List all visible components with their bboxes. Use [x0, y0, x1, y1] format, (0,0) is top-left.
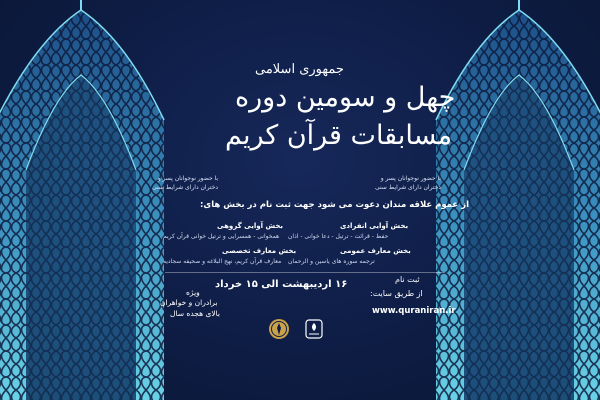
- title-top-line: جمهوری اسلامی: [255, 62, 344, 77]
- section-specialized-knowledge-desc: معارف قرآن کریم، نهج البلاغه و صحیفه سجادیه: [163, 258, 282, 265]
- special-audience-line-1: ویژه: [186, 288, 200, 297]
- section-individual-vocal-title: بخش آوایی انفرادی: [340, 222, 409, 230]
- invitation-text: از عموم علاقه مندان دعوت می شود جهت ثبت نام در بخش های:: [200, 200, 469, 210]
- title-line-1: چهل و سومین دوره: [235, 82, 456, 113]
- registration-subtitle: از طریق سایت:: [370, 289, 423, 298]
- gold-seal-logo-icon: [268, 318, 290, 340]
- side-note-left-line-2: دختران دارای شرایط سنی: [152, 184, 219, 191]
- side-note-left: [152, 174, 218, 192]
- section-general-knowledge-desc: ترجمه سوره های یاسین و الرحمان: [288, 258, 375, 265]
- side-note-right-line-1: با حضور نوجوانان پسر و: [380, 175, 442, 182]
- section-group-vocal-title: بخش آوایی گروهی: [217, 222, 284, 230]
- organization-emblem-logo-icon: [303, 318, 325, 340]
- section-general-knowledge-title: بخش معارف عمومی: [340, 247, 411, 255]
- divider-line: [165, 272, 445, 273]
- section-individual-vocal-desc: حفظ - قرائت - ترتیل - دعا خوانی - اذان: [288, 233, 389, 240]
- special-audience-line-2: برادران و خواهران: [160, 298, 218, 307]
- section-group-vocal-desc: همخوانی - همسرایی و ترتیل خوانی قرآن کریم: [163, 233, 280, 240]
- left-arch-decoration: [0, 0, 166, 400]
- side-note-left-line-1: با حضور نوجوانان پسر و: [157, 175, 219, 182]
- section-specialized-knowledge-title: بخش معارف تخصصی: [222, 247, 297, 255]
- registration-dates: ۱۶ اردیبهشت الی ۱۵ خرداد: [215, 279, 348, 290]
- registration-title: ثبت نام: [395, 275, 420, 284]
- side-note-right-line-2: دختران دارای شرایط سنی: [375, 184, 442, 191]
- title-line-2: مسابقات قرآن کریم: [225, 120, 453, 151]
- website-link[interactable]: www.quraniran.ir: [372, 306, 456, 316]
- special-audience-line-3: بالای هجده سال: [170, 309, 220, 318]
- side-note-right: [375, 174, 441, 192]
